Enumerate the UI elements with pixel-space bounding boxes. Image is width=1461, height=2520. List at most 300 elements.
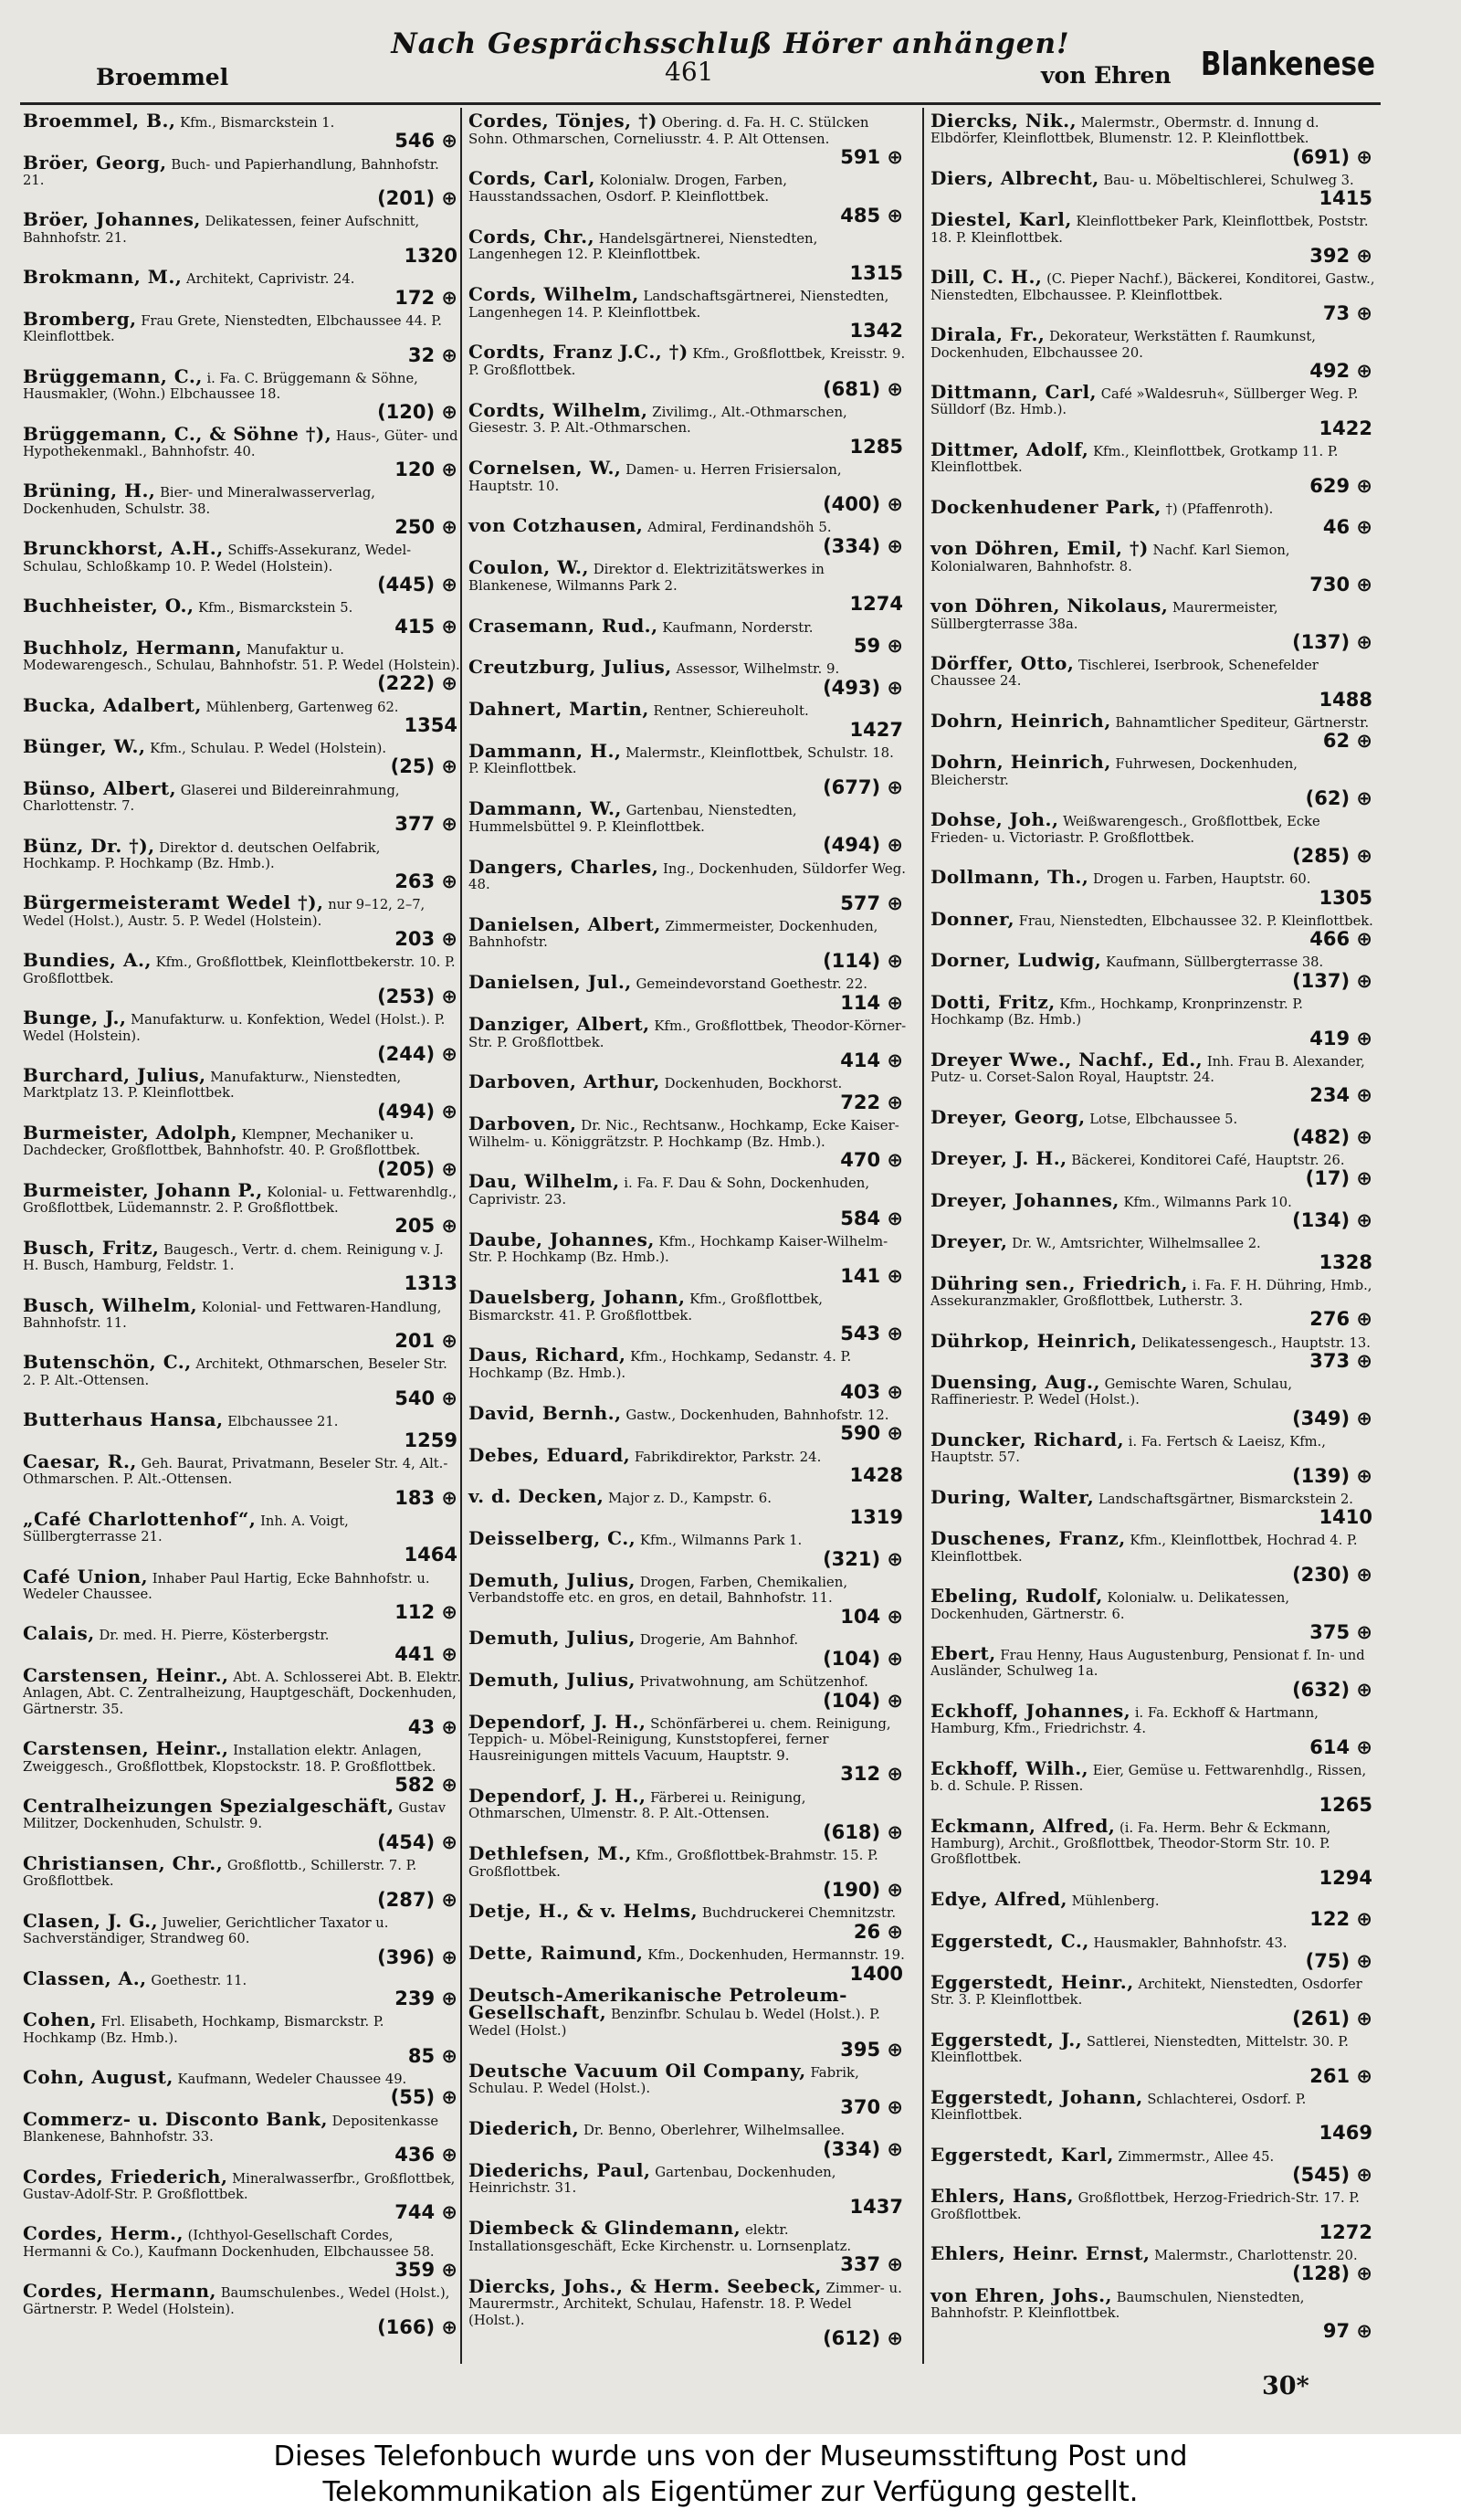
listing-entry [930, 1371, 1376, 1429]
listing-details: Baumschulen, Nienstedten, Bahnhofstr. P. Kleinflottbek. [930, 2289, 1305, 2321]
listing-phone-number: 276 ⊕ [1309, 1308, 1372, 1331]
listing-phone-number: (137) ⊕ [1292, 969, 1372, 992]
listing-name: Centralheizungen Spezialgeschäft, [23, 1795, 394, 1818]
listing-details: Haus-, Güter- und Hypothekenmakl., Bahnhofstr. 40. [23, 427, 458, 459]
listing-entry [23, 307, 461, 366]
listing-phone-number: (691) ⊕ [1292, 145, 1372, 168]
listing-phone-number: 466 ⊕ [1309, 928, 1372, 951]
listing-phone-number: (261) ⊕ [1292, 2007, 1372, 2030]
listing-phone-number: 112 ⊕ [394, 1601, 457, 1624]
listing-entry [468, 1112, 907, 1172]
listing-entry [468, 283, 907, 343]
listing-name: von Ehren, Johs., [930, 2283, 1113, 2306]
listing-phone-number: 470 ⊕ [840, 1149, 903, 1172]
listing-entry [23, 834, 461, 893]
listing-phone-number: 201 ⊕ [394, 1330, 457, 1353]
listing-details: Drogerie, Am Bahnhof. [639, 1631, 799, 1649]
listing-name: Cords, Wilhelm, [468, 283, 639, 306]
listing-phone-number: (190) ⊕ [823, 1879, 903, 1902]
listing-details: Eier, Gemüse u. Fettwarenhdlg., Rissen, b. d. Schule. P. Rissen. [930, 1762, 1367, 1795]
listing-details: Nachf. Karl Siemon, Kolonialwaren, Bahnhofstr. 8. [930, 543, 1290, 575]
listing-name: Diederich, [468, 2117, 580, 2140]
listing-name: Debes, Eduard, [468, 1443, 631, 1466]
listing-name: Burmeister, Adolph, [23, 1121, 238, 1144]
listing-name: Busch, Wilhelm, [23, 1293, 198, 1316]
listing-entry [23, 266, 461, 309]
listing-entry [23, 1007, 461, 1065]
listing-name: Dohrn, Heinrich, [930, 709, 1111, 732]
listing-phone-number: (681) ⊕ [823, 377, 903, 400]
listing-entry [930, 1887, 1376, 1931]
listing-phone-number: 436 ⊕ [394, 2144, 457, 2167]
listing-name: Eggerstedt, Karl, [930, 2143, 1114, 2166]
listing-name: Dauelsberg, Johann, [468, 1286, 686, 1309]
listing-phone-number: (62) ⊕ [1305, 787, 1372, 810]
listing-details: Buchdruckerei Chemnitzstr. [701, 1904, 897, 1922]
listing-entry [23, 1408, 461, 1451]
listing-phone-number: 205 ⊕ [394, 1215, 457, 1238]
listing-entry [468, 1401, 907, 1445]
listing-phone-number: (445) ⊕ [377, 574, 457, 596]
listing-details: Architekt, Othmarschen, Beseler Str. 2. P. Alt.-Ottensen. [23, 1356, 447, 1388]
listing-entry [930, 208, 1376, 268]
listing-details: Kaufmann, Süllbergterrasse 38. [1106, 954, 1324, 971]
listing-details: †) (Pfaffenroth). [1165, 501, 1274, 517]
listing-entry [23, 1966, 461, 2010]
listing-details: Assessor, Wilhelmstr. 9. [676, 660, 840, 678]
listing-name: Darboven, Arthur, [468, 1070, 660, 1093]
listing-name: Clasen, J. G., [23, 1909, 159, 1932]
listing-details: Juwelier, Gerichtlicher Taxator u. Sachverständiger, Strandweg 60. [23, 1914, 389, 1947]
listing-entry [930, 166, 1376, 210]
listing-details: Manufaktur u. Modewarengesch., Schulau, Bahnhofstr. 51. P. Wedel (Holstein). [23, 641, 460, 674]
listing-phone-number: 203 ⊕ [394, 928, 457, 951]
listing-details: Kfm., Wilmanns Park 10. [1123, 1194, 1292, 1210]
listing-details: (Ichthyol-Gesellschaft Cordes, Hermanni & Co.), Kaufmann Dockenhuden, Elbchaussee 58. [23, 2228, 435, 2260]
listing-entry [930, 2283, 1376, 2343]
listing-details: i. Fa. Eckhoff & Hartmann, Hamburg, Kfm., Friedrichstr. 4. [930, 1705, 1319, 1737]
listing-details: Dekorateur, Werkstätten f. Raumkunst, Dockenhuden, Elbchaussee 20. [930, 329, 1316, 361]
listing-details: Mühlenberg, Gartenweg 62. [205, 699, 399, 715]
listing-phone-number: 590 ⊕ [840, 1422, 903, 1445]
listing-name: Buchheister, O., [23, 595, 194, 617]
listing-name: Bürgermeisteramt Wedel †), [23, 891, 324, 914]
listing-phone-number: 744 ⊕ [394, 2201, 457, 2224]
listing-name: Bünger, W., [23, 735, 146, 758]
listing-details: Großflottbek, Herzog-Friedrich-Str. 17. P. Großflottbek. [930, 2190, 1360, 2222]
listing-details: Zimmermstr., Allee 45. [1118, 2148, 1275, 2165]
listing-phone-number: 614 ⊕ [1309, 1735, 1372, 1758]
listing-phone-number: 263 ⊕ [394, 870, 457, 893]
listing-entry [930, 1147, 1376, 1190]
listing-details: Malermstr., Charlottenstr. 20. [1154, 2248, 1358, 2264]
listing-phone-number: 577 ⊕ [840, 891, 903, 914]
listing-name: Carstensen, Heinr., [23, 1737, 229, 1760]
listing-phone-number: (493) ⊕ [823, 676, 903, 699]
listing-phone-number: 370 ⊕ [840, 2095, 903, 2118]
listing-entry [23, 480, 461, 539]
listing-name: Duncker, Richard, [930, 1428, 1125, 1450]
listing-details: Bahnamtlicher Spediteur, Gärtnerstr. [1115, 714, 1370, 731]
listing-name: Dau, Wilhelm, [468, 1170, 620, 1193]
listing-details: Manufakturw. u. Konfektion, Wedel (Holst.). P. Wedel (Holstein). [23, 1012, 446, 1044]
listing-details: Kleinflottbeker Park, Kleinflottbek, Poststr. 18. P. Kleinflottbek. [930, 214, 1369, 246]
listing-name: Cordts, Wilhelm, [468, 398, 648, 421]
listing-name: Demuth, Julius, [468, 1568, 636, 1591]
listing-entry [468, 971, 907, 1014]
listing-phone-number: 312 ⊕ [840, 1763, 903, 1786]
listing-entry [23, 1663, 461, 1738]
listing-entry [930, 709, 1376, 753]
listing-phone-number: (287) ⊕ [377, 1888, 457, 1911]
listing-entry [468, 614, 907, 658]
listing-entry [468, 912, 907, 972]
listing-phone-number: (334) ⊕ [823, 534, 903, 557]
sheet-mark: 30* [1262, 2372, 1309, 2400]
listing-phone-number: 1319 [849, 1505, 903, 1528]
listing-details: Kaufmann, Norderstr. [662, 618, 814, 636]
listing-phone-number: 359 ⊕ [394, 2259, 457, 2282]
listing-phone-number: 1320 [404, 245, 457, 268]
listing-details: (C. Pieper Nachf.), Bäckerei, Konditorei, Gastw., Nienstedten, Elbchaussee. P. Kleinflottbek. [930, 271, 1375, 303]
listing-details: i. Fa. Fertsch & Laeisz, Kfm., Hauptstr. 57. [930, 1433, 1326, 1466]
listing-name: Buchholz, Hermann, [23, 636, 243, 659]
listing-details: Architekt, Nienstedten, Osdorfer Str. 3. P. Kleinflottbek. [930, 1977, 1362, 2009]
running-head-last-entry: von Ehren [1041, 62, 1172, 89]
listing-entry [23, 1064, 461, 1123]
listing-entry [468, 1841, 907, 1902]
listing-phone-number: 373 ⊕ [1309, 1349, 1372, 1372]
listing-name: Dreyer, [930, 1230, 1008, 1253]
listing-name: „Café Charlottenhof“, [23, 1507, 257, 1530]
listing-phone-number: (400) ⊕ [823, 493, 903, 516]
listing-phone-number: 1437 [849, 2196, 903, 2219]
listing-entry [23, 949, 461, 1007]
listing-phone-number: 415 ⊕ [394, 615, 457, 638]
listing-entry [23, 1737, 461, 1796]
listing-entry [930, 808, 1376, 868]
listing-name: Danziger, Albert, [468, 1012, 650, 1035]
listing-name: Dittmann, Carl, [930, 381, 1098, 404]
listing-details: Kfm., Schulau. P. Wedel (Holstein). [150, 741, 387, 757]
listing-phone-number: 183 ⊕ [394, 1486, 457, 1509]
listing-entry [930, 1814, 1376, 1889]
listing-details: Gemeindevorstand Goethestr. 22. [636, 975, 867, 993]
page-number: 461 [665, 57, 714, 87]
listing-name: Dohrn, Heinrich, [930, 751, 1111, 774]
listing-name: Dörffer, Otto, [930, 652, 1075, 675]
listing-name: Darboven, [468, 1112, 577, 1135]
listing-details: Kolonial- und Fettwaren-Handlung, Bahnhofstr. 11. [23, 1299, 442, 1331]
listing-phone-number: 32 ⊕ [407, 343, 457, 366]
page-motto: Nach Gesprächsschluß Hörer anhängen! [391, 27, 1070, 60]
listing-phone-number: 1294 [1319, 1866, 1372, 1889]
listing-phone-number: 377 ⊕ [394, 813, 457, 836]
listing-phone-number: 540 ⊕ [394, 1387, 457, 1410]
listing-phone-number: (120) ⊕ [377, 401, 457, 424]
listing-phone-number: 1464 [404, 1544, 457, 1566]
listing-name: Diercks, Johs., & Herm. Seebeck, [468, 2274, 822, 2297]
listing-name: Dreyer, J. H., [930, 1147, 1067, 1170]
listing-name: Diercks, Nik., [930, 110, 1077, 132]
listing-details: Obering. d. Fa. H. C. Stülcken Sohn. Othmarschen, Corneliusstr. 4. P. Alt Ottensen. [468, 114, 869, 147]
listing-name: Dependorf, J. H., [468, 1784, 646, 1807]
listing-phone-number: 1285 [849, 435, 903, 458]
listing-entry [468, 2059, 907, 2118]
listing-phone-number: (75) ⊕ [1305, 1949, 1372, 1972]
listing-entry [930, 381, 1376, 439]
listing-phone-number: 1274 [849, 593, 903, 616]
listing-details: Café »Waldesruh«, Süllberger Weg. P. Sülldorf (Bz. Hmb.). [930, 386, 1359, 418]
listing-name: Caesar, R., [23, 1450, 137, 1472]
listing-phone-number: 120 ⊕ [394, 459, 457, 481]
listing-entry [930, 537, 1376, 596]
listing-phone-number: (134) ⊕ [1292, 1208, 1372, 1231]
listing-details: Frau, Nienstedten, Elbchaussee 32. P. Kleinflottbek. [1018, 912, 1373, 929]
listing-entry [930, 1700, 1376, 1758]
listing-entry [23, 636, 461, 695]
listing-name: Danielsen, Jul., [468, 971, 632, 994]
listing-details: (i. Fa. Herm. Behr & Eckmann, Hamburg), Archit., Großflottbek, Theodor-Storm Str. 10. P. Großflottbek. [930, 1819, 1331, 1868]
listing-name: Christiansen, Chr., [23, 1851, 224, 1874]
listing-phone-number: (55) ⊕ [390, 2086, 457, 2109]
listing-name: Cornelsen, W., [468, 457, 622, 480]
listing-name: Dreyer, Georg, [930, 1105, 1086, 1128]
listing-entry [468, 1170, 907, 1229]
listing-entry [930, 595, 1376, 653]
listing-phone-number: 1469 [1319, 2122, 1372, 2145]
listing-phone-number: 141 ⊕ [840, 1264, 903, 1287]
listing-details: Weißwarengesch., Großflottbek, Ecke Frieden- u. Victoriastr. P. Großflottbek. [930, 814, 1320, 846]
footer-line-2: Telekommunikation als Eigentümer zur Verfügung gestellt. [322, 2476, 1139, 2508]
listing-details: Sattlerei, Nienstedten, Mittelstr. 30. P. Kleinflottbek. [930, 2033, 1349, 2066]
listing-name: During, Walter, [930, 1485, 1095, 1508]
listing-name: Edye, Alfred, [930, 1887, 1067, 1910]
listing-details: Goethestr. 11. [151, 1972, 247, 1988]
listing-details: Kfm., Kleinflottbek, Hochrad 4. P. Kleinflottbek. [930, 1533, 1358, 1565]
listing-phone-number: (632) ⊕ [1292, 1678, 1372, 1701]
listing-entry [23, 110, 461, 153]
listing-name: Cordes, Hermann, [23, 2280, 217, 2303]
listing-entry [468, 739, 907, 798]
listing-details: Kfm., Bismarckstein 1. [180, 115, 335, 131]
listing-name: Classen, A., [23, 1966, 147, 1989]
listing-name: Diederichs, Paul, [468, 2158, 651, 2181]
listing-name: Bröer, Georg, [23, 151, 167, 174]
listing-phone-number: 629 ⊕ [1309, 474, 1372, 497]
listing-entry [468, 698, 907, 741]
listing-name: Burchard, Julius, [23, 1064, 206, 1087]
listing-name: Bucka, Adalbert, [23, 693, 202, 716]
listing-details: Schlachterei, Osdorf. P. Kleinflottbek. [930, 2091, 1307, 2124]
listing-phone-number: 1410 [1319, 1506, 1372, 1529]
listing-details: Damen- u. Herren Frisiersalon, Hauptstr. 10. [468, 461, 842, 494]
listing-name: Eggerstedt, C., [930, 1929, 1089, 1952]
listing-entry [930, 1642, 1376, 1701]
listing-phone-number: (454) ⊕ [377, 1830, 457, 1853]
listing-name: Calais, [23, 1622, 95, 1645]
listing-phone-number: (253) ⊕ [377, 985, 457, 1007]
listing-phone-number: 46 ⊕ [1322, 516, 1372, 539]
listing-details: Gemischte Waren, Schulau, Raffineriestr. P. Wedel (Holst.). [930, 1376, 1293, 1408]
listing-name: Dotti, Fritz, [930, 990, 1056, 1013]
listing-phone-number: (494) ⊕ [377, 1100, 457, 1123]
listing-entry [468, 2217, 907, 2276]
listing-phone-number: 1354 [404, 713, 457, 736]
listing-entry [468, 1344, 907, 1403]
listing-details: Buch- und Papierhandlung, Bahnhofstr. 21. [23, 156, 439, 188]
listing-details: Großflottb., Schillerstr. 7. P. Großflottbek. [23, 1857, 417, 1890]
listing-phone-number: (545) ⊕ [1292, 2164, 1372, 2186]
listing-name: Cordts, Franz J.C., †) [468, 341, 688, 364]
listing-name: Cords, Carl, [468, 167, 595, 190]
listing-details: Kfm., Großflottbek-Brahmstr. 15. P. Großflottbek. [468, 1846, 878, 1880]
listing-name: Brunckhorst, A.H., [23, 537, 224, 560]
listing-entry [468, 2117, 907, 2160]
listing-phone-number: 414 ⊕ [840, 1049, 903, 1072]
listing-entry [23, 422, 461, 481]
listing-entry [23, 151, 461, 210]
listing-phone-number: 1488 [1319, 688, 1372, 711]
listing-details: Inhaber Paul Hartig, Ecke Bahnhofstr. u. Wedeler Chaussee. [23, 1570, 430, 1602]
listing-entry [930, 949, 1376, 992]
listing-details: Delikatessengesch., Hauptstr. 13. [1141, 1334, 1371, 1351]
listing-name: Dammann, W., [468, 797, 622, 820]
listing-name: Daus, Richard, [468, 1344, 626, 1366]
listing-details: Gustav Militzer, Dockenhuden, Schulstr. 9. [23, 1800, 447, 1832]
listing-name: Eggerstedt, Johann, [930, 2085, 1143, 2108]
listing-phone-number: (128) ⊕ [1292, 2262, 1372, 2285]
listing-name: Cohen, [23, 2009, 98, 2031]
listing-phone-number: 104 ⊕ [840, 1606, 903, 1628]
listing-details: Gastw., Dockenhuden, Bahnhofstr. 12. [625, 1406, 889, 1423]
listing-details: Malermstr., Kleinflottbek, Schulstr. 18. P. Kleinflottbek. [468, 743, 894, 777]
listing-entry [930, 2143, 1376, 2186]
listing-name: Cordes, Herm., [23, 2222, 184, 2245]
listing-phone-number: (334) ⊕ [823, 2137, 903, 2160]
town-heading: Blankenese [1201, 46, 1376, 83]
listing-name: Crasemann, Rud., [468, 614, 658, 637]
listing-entry [930, 110, 1376, 168]
listing-entry [930, 1485, 1376, 1529]
listing-phone-number: 85 ⊕ [407, 2044, 457, 2067]
listing-details: Schönfärberei u. chem. Reinigung, Teppich- u. Möbel-Reinigung, Kunststopferei, ferner Hausreinigungen mittels Vacuum, Hauptstr. 9. [468, 1714, 891, 1764]
listing-entry [23, 1236, 461, 1295]
listing-details: Baugesch., Vertr. d. chem. Reinigung v. J. H. Busch, Hamburg, Feldstr. 1. [23, 1241, 444, 1273]
listing-name: Dethlefsen, M., [468, 1841, 632, 1864]
listing-name: Butenschön, C., [23, 1351, 192, 1374]
listing-entry [930, 1428, 1376, 1487]
listing-details: Bier- und Mineralwasserverlag, Dockenhuden, Schulstr. 38. [23, 485, 375, 517]
listing-details: Kolonialw. u. Delikatessen, Dockenhuden, Gärtnerstr. 6. [930, 1590, 1290, 1622]
listing-details: Lotse, Elbchaussee 5. [1089, 1111, 1238, 1127]
listing-name: Ebert, [930, 1642, 996, 1665]
listing-phone-number: 1313 [404, 1272, 457, 1295]
listing-details: Dr. W., Amtsrichter, Wilhelmsallee 2. [1012, 1236, 1261, 1252]
listing-entry [468, 1228, 907, 1287]
listing-entry [23, 1622, 461, 1665]
listing-entry [930, 1585, 1376, 1643]
listing-entry [23, 1851, 461, 1911]
listing-entry [930, 866, 1376, 909]
listing-details: Frau Grete, Nienstedten, Elbchaussee 44. P. Kleinflottbek. [23, 312, 442, 345]
listing-details: Kfm., Dockenhuden, Hermannstr. 19. [647, 1946, 905, 1964]
listing-name: Dittmer, Adolf, [930, 438, 1089, 460]
listing-name: David, Bernh., [468, 1401, 622, 1424]
listing-name: Dangers, Charles, [468, 855, 659, 878]
listing-entry [23, 1795, 461, 1853]
listing-name: Demuth, Julius, [468, 1668, 636, 1691]
listing-details: Dr. Nic., Rechtsanw., Hochkamp, Ecke Kaiser-Wilhelm- u. Königgrätzstr. P. Hochkamp (Bz. Hmb.). [468, 1117, 899, 1150]
listing-entry [468, 1070, 907, 1113]
listing-details: Dockenhuden, Bockhorst. [664, 1075, 843, 1092]
listing-name: Dirala, Fr., [930, 323, 1046, 346]
listing-details: Kolonialw. Drogen, Farben, Hausstandssachen, Osdorf. P. Kleinflottbek. [468, 172, 787, 205]
listing-name: Deutsche Vacuum Oil Company, [468, 2059, 806, 2082]
listing-phone-number: (482) ⊕ [1292, 1125, 1372, 1148]
listing-name: Cordes, Tönjes, †) [468, 110, 658, 132]
listing-details: Kaufmann, Wedeler Chaussee 49. [177, 2072, 407, 2088]
listing-name: Danielsen, Albert, [468, 912, 661, 935]
listing-name: v. d. Decken, [468, 1485, 604, 1508]
listing-details: Direktor d. Elektrizitätswerkes in Blankenese, Wilmanns Park 2. [468, 561, 825, 594]
listing-details: Kfm., Hochkamp, Kronprinzenstr. P. Hochkamp (Bz. Hmb.) [930, 996, 1303, 1028]
listing-details: Gartenbau, Nienstedten, Hummelsbüttel 9. P. Kleinflottbek. [468, 802, 797, 835]
listing-phone-number: 1422 [1319, 416, 1372, 439]
listing-name: Dette, Raimund, [468, 1942, 644, 1965]
listing-phone-number: 1400 [849, 1962, 903, 1985]
listing-details: Fabrik, Schulau. P. Wedel (Holst.). [468, 2063, 859, 2097]
listing-phone-number: 1328 [1319, 1250, 1372, 1273]
listing-entry [468, 167, 907, 227]
listing-phone-number: (25) ⊕ [390, 755, 457, 778]
listing-phone-number: 722 ⊕ [840, 1091, 903, 1113]
listing-entry [930, 1971, 1376, 2030]
listing-details: Landschaftsgärtnerei, Nienstedten, Langenhegen 14. P. Kleinflottbek. [468, 288, 889, 321]
listing-entry [468, 1627, 907, 1670]
listing-phone-number: (618) ⊕ [823, 1820, 903, 1843]
listing-phone-number: 441 ⊕ [394, 1642, 457, 1665]
listing-entry [468, 1527, 907, 1570]
listing-entry [468, 1983, 907, 2061]
listing-entry [23, 2066, 461, 2109]
listing-phone-number: 1315 [849, 261, 903, 284]
listing-details: Kolonial- u. Fettwarenhdlg., Großflottbek, Lüdemannstr. 2. P. Großflottbek. [23, 1184, 457, 1217]
listing-entry [930, 2242, 1376, 2285]
listing-phone-number: 1342 [849, 320, 903, 343]
listing-entry [23, 537, 461, 596]
listing-entry [468, 656, 907, 699]
listing-entry [930, 2185, 1376, 2243]
listing-entry [468, 110, 907, 169]
listing-entry [468, 1900, 907, 1943]
listing-name: Café Union, [23, 1565, 149, 1587]
listing-phone-number: 97 ⊕ [1322, 2320, 1372, 2343]
listing-name: Eckmann, Alfred, [930, 1814, 1116, 1837]
listing-name: Cohn, August, [23, 2066, 173, 2089]
listing-name: Broemmel, B., [23, 110, 176, 132]
listing-entry [23, 1507, 461, 1566]
column-divider-2 [922, 108, 924, 2364]
listing-entry [468, 1784, 907, 1843]
listing-phone-number: 543 ⊕ [840, 1323, 903, 1345]
listing-name: Bünso, Albert, [23, 776, 177, 799]
listing-phone-number: 239 ⊕ [394, 1988, 457, 2010]
listing-phone-number: (285) ⊕ [1292, 845, 1372, 868]
listing-details: Drogen u. Farben, Hauptstr. 60. [1093, 871, 1311, 888]
listing-name: Deutsch-Amerikanische Petroleum-Gesellschaft, [468, 1983, 847, 2024]
listing-entry [23, 2009, 461, 2067]
